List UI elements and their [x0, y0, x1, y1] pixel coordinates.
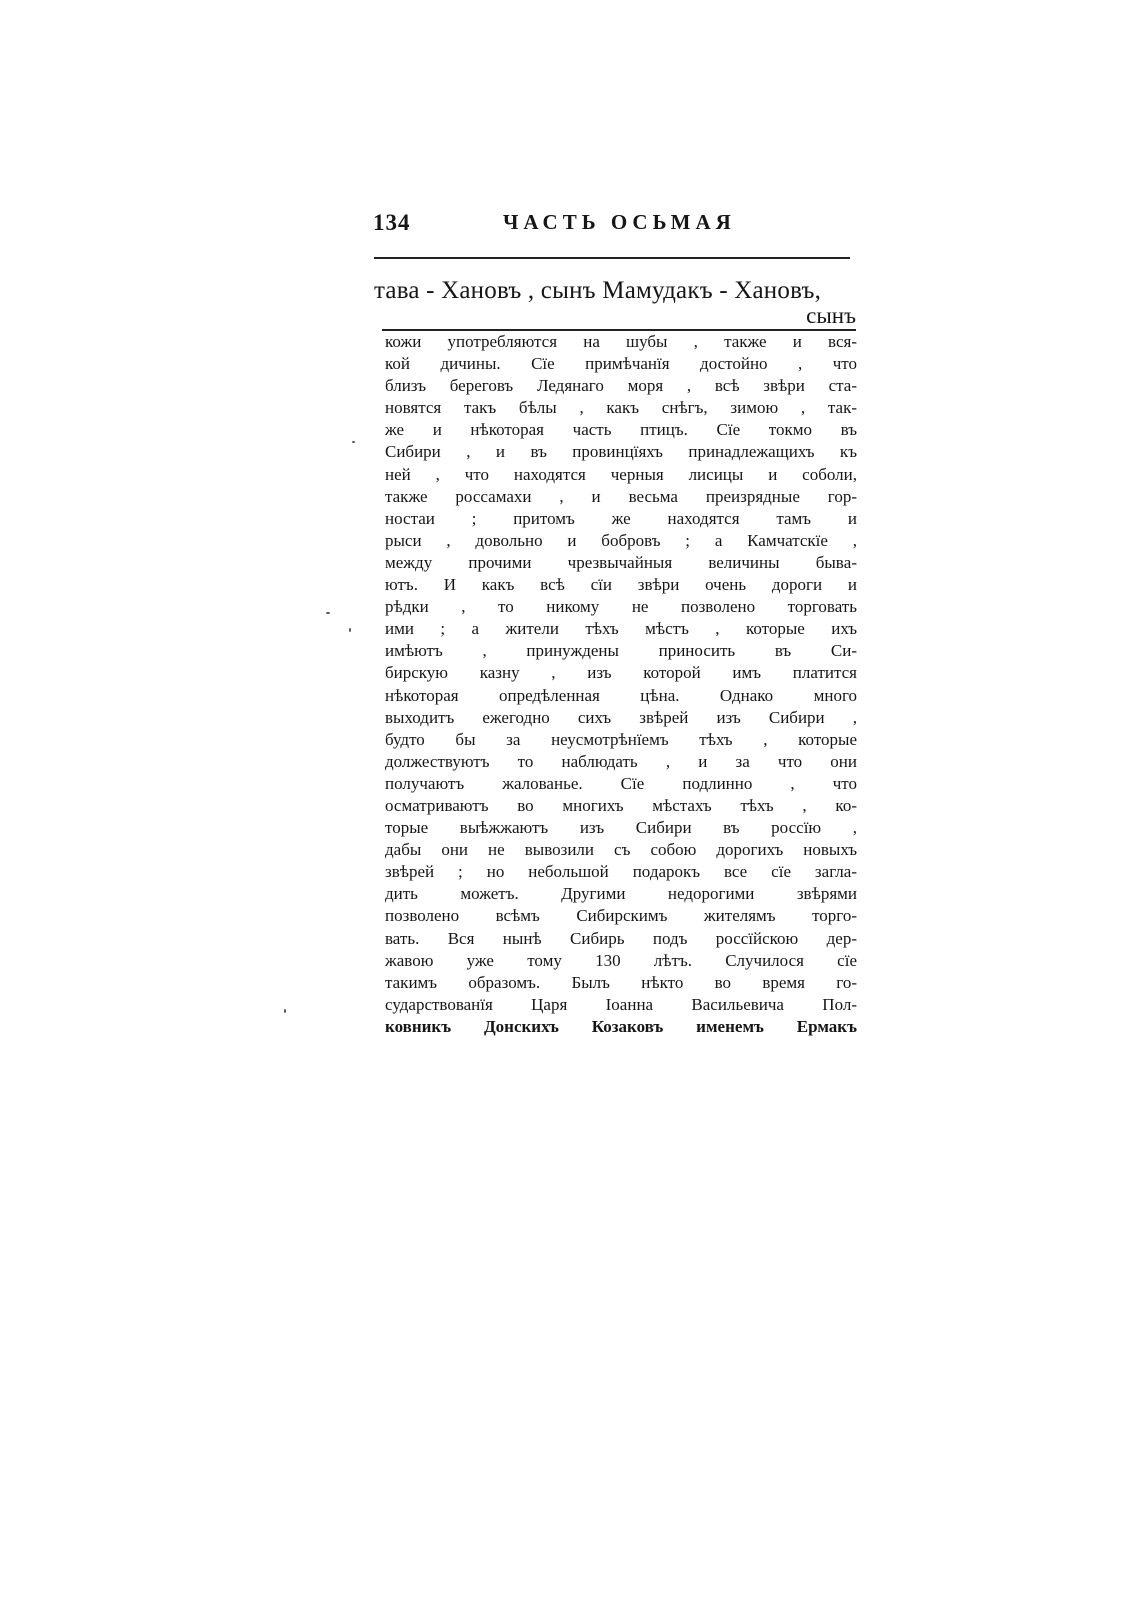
text-line: также россамахи , и весьма преизрядные гор- [385, 486, 857, 506]
scan-speck [284, 1009, 286, 1013]
running-head [373, 210, 853, 240]
carryover-line: тава - Хановъ , сынъ Мамудакъ - Хановъ, [374, 277, 822, 304]
text-line: позволено всѣмъ Сибирскимъ жителямъ торго- [385, 906, 857, 926]
text-line: будто бы за неусмотрѣнїемъ тѣхъ , которые [385, 729, 857, 749]
text-line: получаютъ жалованье. Сїе подлинно , что [385, 773, 857, 793]
scan-speck [349, 628, 351, 632]
header-rule [374, 257, 850, 259]
text-line: ней , что находятся черныя лисицы и соболи, [385, 464, 857, 484]
scan-speck [326, 612, 330, 614]
text-line: ими ; а жители тѣхъ мѣстъ , которые ихъ [385, 619, 857, 639]
text-line: ютъ. И какъ всѣ сїи звѣри очень дороги и [385, 575, 857, 595]
text-line: бирскую казну , изъ которой имъ платится [385, 663, 857, 683]
text-line: дабы они не вывозили съ собою дорогихъ новыхъ [385, 840, 857, 860]
text-line: должествуютъ то наблюдать , и за что они [385, 751, 857, 771]
text-line: звѣрей ; но небольшой подарокъ все сїе загла- [385, 862, 857, 882]
text-line: между прочими чрезвычайныя величины бывa- [385, 552, 857, 572]
text-line: жавою уже тому 130 лѣтъ. Случилося сїе [385, 950, 857, 970]
running-title: ЧАСТЬ ОСЬМАЯ [503, 210, 736, 234]
text-line: нѣкоторая опредѣленная цѣна. Однако много [385, 685, 857, 705]
text-line: выходитъ ежегодно сихъ звѣрей изъ Сибири , [385, 707, 857, 727]
text-line: близъ береговъ Ледянаго моря , всѣ звѣри ста- [385, 376, 857, 396]
text-line: ковникъ Донскихъ Козаковъ именемъ Ермакъ [385, 1016, 857, 1036]
text-line: новятся такъ бѣлы , какъ снѣгъ, зимою , так- [385, 398, 857, 418]
text-line: такимъ образомъ. Былъ нѣкто во время го- [385, 972, 857, 992]
scan-speck [352, 441, 355, 443]
text-line: Сибири , и въ провинцїяхъ принадлежащихъ къ [385, 442, 857, 462]
text-line: же и нѣкоторая часть птицъ. Сїе токмо въ [385, 420, 857, 440]
page-number: 134 [373, 210, 411, 235]
text-line: имѣютъ , принуждены приносить въ Си- [385, 641, 857, 661]
text-line: дить можетъ. Другими недорогими звѣрями [385, 884, 857, 904]
text-line: вать. Вся нынѣ Сибирь подъ россїйскою дер- [385, 928, 857, 948]
text-line: сударствованїя Царя Іоанна Васильевича Пол- [385, 994, 857, 1014]
text-line: рѣдки , то никому не позволено торговать [385, 597, 857, 617]
text-line: кожи употребляются на шубы , также и вся- [385, 332, 857, 351]
carryover-end: сынъ [806, 303, 856, 328]
body-text [385, 331, 857, 1038]
text-line: осматриваютъ во многихъ мѣстахъ тѣхъ , ко- [385, 795, 857, 815]
text-line: торые выѣжжаютъ изъ Сибири въ россїю , [385, 818, 857, 838]
text-line: ностаи ; притомъ же находятся тамъ и [385, 508, 857, 528]
text-line: рыси , довольно и бобровъ ; а Камчатскїе , [385, 530, 857, 550]
text-line: кой дичины. Сїе примѣчанїя достойно , что [385, 354, 857, 374]
